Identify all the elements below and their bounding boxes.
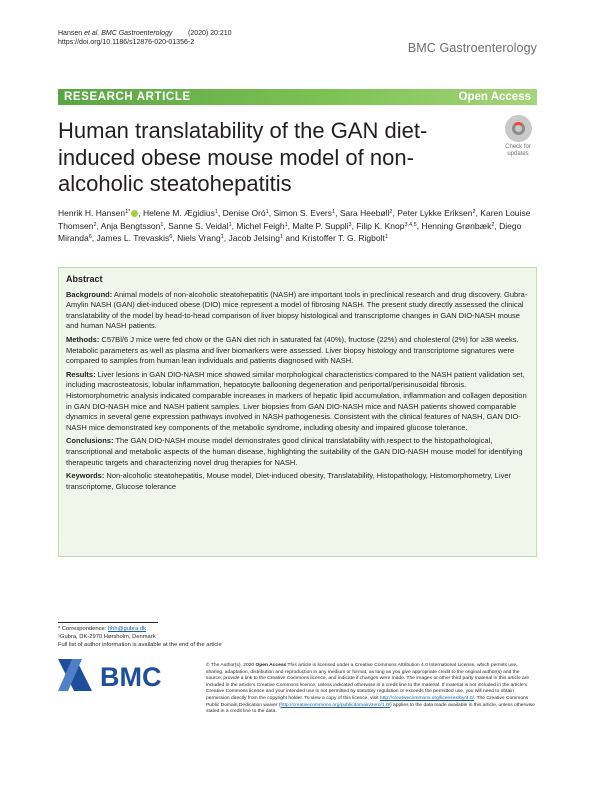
open-access-label: Open Access bbox=[458, 91, 531, 103]
footnotes bbox=[58, 622, 298, 649]
author-name-text: Helene M. Ægidius bbox=[143, 208, 215, 218]
license-text bbox=[206, 663, 536, 716]
abstract-section bbox=[66, 335, 531, 367]
author-affiliation-marker: 2 bbox=[491, 221, 495, 228]
author-affiliation-marker: 1 bbox=[220, 234, 224, 240]
abstract-section bbox=[66, 471, 531, 492]
article-title: Human translatability of the GAN diet-induced obese mouse model of non-alcoholic steatohepatitis bbox=[58, 118, 428, 196]
abstract-heading: Abstract bbox=[66, 274, 103, 284]
author-name bbox=[101, 221, 164, 231]
author-name bbox=[273, 208, 335, 218]
license-body: This article is licensed under a Creative Commons Attribution 4.0 International License, which permits use, sharing, adaptation, distribution and reproduction in any medium or format, as long as you give appropriate credit to the original author(s) and the source, provide a link to the Creative Commons licence, and indicate if changes were made. The images or other third party material in this article are included in the article's Creative Commons licence, unless indicated otherwise in a credit line to the material. If material is not included in the article's Creative Commons licence and your intended use is not permitted by statutory regulation or exceeds the permitted use, you will need to obtain permission directly from the copyright holder. To view a copy of this licence, visit bbox=[206, 663, 530, 701]
abstract-section-label: Results: bbox=[66, 369, 96, 379]
abstract-section-label: Conclusions: bbox=[66, 436, 114, 446]
crossmark-line1: Check for bbox=[505, 144, 531, 150]
abstract-section-label: Background: bbox=[66, 289, 113, 299]
author-affiliation-marker: 1* bbox=[125, 209, 131, 215]
abstract-box bbox=[58, 267, 537, 557]
author-affiliation-marker: 1 bbox=[284, 221, 288, 228]
author-name-text: Niels Vrang bbox=[177, 233, 221, 243]
journal-name: BMC Gastroenterology bbox=[407, 41, 537, 55]
cite-authors: Hansen bbox=[58, 30, 83, 37]
author-name-text: Denise Oró bbox=[222, 208, 266, 218]
author-name bbox=[397, 208, 475, 218]
abstract-section-text: The GAN DIO-NASH mouse model demonstrates good clinical translatability with respect to the histopathological, transcriptional and metabolic aspects of the human disease, highlighting the suitability of the GAN DIO-NASH mouse model for identifying therapeutic targets and characterizing novel drug therapies for NASH. bbox=[66, 436, 523, 467]
author-name-text: Kristoffer T. G. Rigbolt bbox=[301, 233, 385, 243]
orcid-icon[interactable] bbox=[131, 210, 138, 217]
author-list: Henrik H. Hansen$^{1*}$ , Helene M. Ægidius$^1$, Denise Oró$^1$, Simon S. Evers$^1$, Sara Heebøll$^2$, Peter Lykke Eriksen$^2$, Karen Louise Thomsen$^2$, Anja Bengtsson$^1$, Sanne S. Veidal$^1$, Michel Feigh$^1$, Malte P. Suppli$^3$, Filip K. Knop$^{3,4,5}$, Henning Grønbæk$^2$, Diego Miranda$^6$, James L. Trevaskis$^6$, Niels Vrang$^1$, Jacob Jelsing$^1$ and Kristoffer T. G. Rigbolt$^1$ bbox=[58, 208, 531, 243]
correspondence-email[interactable]: hhh@gubra.dk bbox=[107, 626, 147, 632]
author-name bbox=[302, 233, 388, 243]
author-affiliation-marker: 2 bbox=[389, 209, 393, 215]
abstract-section-text: Liver lesions in GAN DIO-NASH mice showed similar morphological characteristics compared to the NASH patient validation set, including macrosteatosis, lobular inflammation, hepatocyte ballooning degeneration and periportal/perisinusoidal fibrosis. Histomorphometric analysis indicated comparable increases in markers of hepatic lipid accumulation, inflammation and collagen deposition in GAN DIO-NASH mice and NASH patient samples. Liver biopsies from GAN DIO-NASH mice and NASH patients showed comparable dynamics in several gene expression pathways involved in NASH pathogenesis. Consistent with the clinical features of NASH, GAN DIO-NASH mice demonstrated key components of the metabolic syndrome, including obesity and impaired glucose tolerance. bbox=[66, 369, 527, 432]
author-affiliation-marker: 1 bbox=[228, 221, 232, 228]
crossmark-line2: updates bbox=[507, 151, 529, 157]
bmc-logo-text: BMC bbox=[100, 662, 162, 692]
author-affiliation-marker: 1 bbox=[384, 234, 388, 240]
author-name bbox=[421, 221, 494, 231]
author-affiliation-marker: 6 bbox=[88, 234, 92, 240]
author-name bbox=[223, 208, 269, 218]
license-cc-by-link[interactable]: http://creativecommons.org/licenses/by/4.0/ bbox=[379, 695, 474, 701]
full-list-note: Full list of author information is available at the end of the article bbox=[58, 641, 222, 648]
author-name-text: Sara Heebøll bbox=[339, 208, 390, 218]
author-affiliation-marker: 1 bbox=[214, 209, 218, 215]
check-for-updates-badge[interactable] bbox=[500, 115, 536, 158]
abstract-sections bbox=[66, 290, 531, 493]
abstract-section-label: Keywords: bbox=[66, 471, 105, 481]
author-name-text: Jacob Jelsing bbox=[228, 233, 280, 243]
author-name bbox=[143, 208, 218, 218]
author-affiliation-marker: 1 bbox=[265, 209, 269, 215]
bmc-logo bbox=[58, 655, 168, 695]
author-name-text: Michel Feigh bbox=[236, 220, 285, 231]
abstract-section-text: C57Bl/6 J mice were fed chow or the GAN diet rich in saturated fat (40%), fructose (22%) and cholesterol (2%) for ≥38 weeks. Metabolic parameters as well as plasma and liver biomarkers were assessed. Liver biopsy histology and transcriptome signatures were compared to samples from human lean individuals and patients diagnosed with NASH. bbox=[66, 334, 519, 366]
author-affiliation-marker: 3,4,5 bbox=[404, 221, 417, 228]
author-name-text: Diego Miranda bbox=[58, 220, 522, 243]
author-name bbox=[356, 221, 416, 231]
license-cc0-link[interactable]: http://creativecommons.org/publicdomain/zero/1.0/ bbox=[280, 702, 391, 708]
author-name bbox=[97, 233, 173, 243]
citation-header bbox=[58, 29, 232, 47]
author-affiliation-marker: 2 bbox=[472, 209, 476, 215]
author-name bbox=[340, 208, 393, 218]
author-name bbox=[228, 233, 283, 243]
license-open-access: Open Access bbox=[255, 663, 287, 668]
author-name-text: James L. Trevaskis bbox=[96, 233, 170, 243]
author-affiliation-marker: 1 bbox=[332, 209, 336, 215]
author-affiliation-marker: 1 bbox=[280, 234, 284, 240]
author-name-text: Anja Bengtsson bbox=[100, 220, 161, 231]
author-affiliation-marker: 1 bbox=[160, 221, 164, 228]
author-name-text: Henrik H. Hansen bbox=[58, 208, 126, 218]
footnote-rule bbox=[58, 622, 158, 623]
correspondence-label: * Correspondence: bbox=[58, 626, 108, 632]
author-name bbox=[177, 233, 224, 243]
article-type-label: RESEARCH ARTICLE bbox=[64, 91, 191, 103]
license-waiver-text: . The Creative Commons Public Domain Dedication waiver ( bbox=[206, 695, 529, 708]
affiliation: ¹Gubra, DK-2970 Hørsholm, Denmark bbox=[58, 633, 156, 640]
author-name-text: Henning Grønbæk bbox=[421, 220, 492, 231]
author-affiliation-marker: 6 bbox=[169, 234, 173, 240]
author-name-text: Karen Louise Thomsen bbox=[58, 208, 531, 231]
abstract-section bbox=[66, 290, 531, 332]
author-name-text: Peter Lykke Eriksen bbox=[397, 208, 473, 218]
author-name bbox=[236, 221, 287, 231]
abstract-section-text: Animal models of non-alcoholic steatohepatitis (NASH) are important tools in preclinical research and drug discovery. Gubra-Amylin NASH (GAN) diet-induced obese (DIO) mice represent a model of fibrosing NASH. The present study directly assessed the clinical translatability of the model by head-to-head comparison of liver biopsy histological and transcriptome changes in GAN DIO-NASH mouse and human NASH patients. bbox=[66, 289, 528, 331]
article-banner bbox=[58, 89, 537, 105]
author-affiliation-marker: 3 bbox=[348, 221, 352, 228]
author-name-text: Filip K. Knop bbox=[356, 220, 405, 231]
abstract-section-label: Methods: bbox=[66, 334, 100, 344]
author-affiliation-marker: 2 bbox=[93, 221, 97, 228]
abstract-section-text: Non-alcoholic steatohepatitis, Mouse model, Diet-induced obesity, Translatability, Histopathology, Histomorphometry, Liver transcriptome, Glucose tolerance bbox=[66, 471, 512, 491]
author-name bbox=[168, 221, 232, 231]
author-name-text: Malte P. Suppli bbox=[292, 220, 349, 231]
cite-journal: et al. BMC Gastroenterology bbox=[84, 30, 173, 37]
license-tail: ) applies to the data made available in this article, unless otherwise stated in a credit line to the data. bbox=[206, 702, 535, 715]
author-name bbox=[292, 221, 351, 231]
cite-year-volume: (2020) 20:210 bbox=[187, 30, 232, 37]
doi-link[interactable]: https://doi.org/10.1186/s12876-020-01356-2 bbox=[58, 39, 195, 46]
crossmark-icon bbox=[505, 115, 532, 142]
author-name bbox=[58, 208, 138, 218]
author-name-text: Sanne S. Veidal bbox=[168, 220, 229, 231]
abstract-section bbox=[66, 436, 531, 468]
author-name-text: Simon S. Evers bbox=[273, 208, 333, 218]
abstract-section bbox=[66, 370, 531, 434]
license-copyright: © The Author(s). 2020 bbox=[206, 663, 256, 668]
